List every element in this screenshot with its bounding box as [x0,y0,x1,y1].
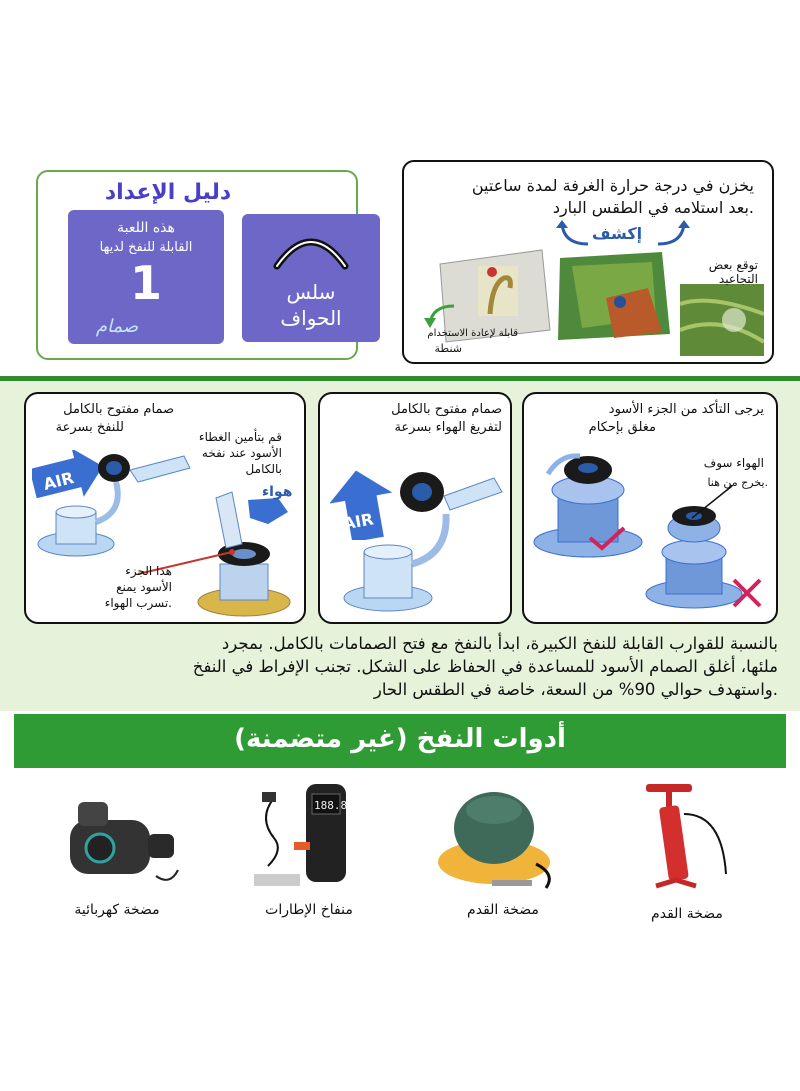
valve-tile-line1: هذه اللعبة [117,220,175,236]
wrinkles-line1: توقع بعض [708,258,758,272]
folded-toy-image [552,248,674,348]
check-heading-line2: مغلق بإحكام [588,420,656,435]
inflator-display: 188.8 [314,799,348,812]
smooth-arc-icon [271,226,351,270]
air-out-line2: .يخرج من هنا [707,476,768,489]
deflate-heading-line1: صمام مفتوح بالكامل [391,402,502,417]
tool-label-foot-2: مضخة القدم [651,906,723,922]
smooth-edges-tile [242,214,380,342]
valve-tile-line2: القابلة للنفخ لديها [99,240,193,255]
air-badge-left: AIR [41,468,76,494]
secure-line1: قم بتأمين الغطاء [198,430,282,444]
tools-title: أدوات النفخ (غير متضمنة) [234,724,566,754]
air-out-line1: الهواء سوف [703,456,764,470]
valve-count-tile [68,210,224,344]
tool-label-tire: منفاخ الإطارات [265,902,353,918]
tire-inflator-image [244,778,364,892]
deflate-heading-line2: لتفريغ الهواء بسرعة [394,420,502,435]
air-badge-middle: AIR [341,509,375,534]
setup-guide-panel [36,170,358,360]
edges-line1: سلس [286,280,336,304]
step-panel-check [522,392,778,624]
leak-pointer-icon [674,484,734,524]
inflate-heading-line1: صمام مفتوح بالكامل [63,402,174,417]
foot-pump-image [432,780,562,892]
tools-banner [14,714,786,768]
reveal-label: إكشف [592,224,643,243]
storage-panel [402,160,774,364]
hand-pump-image [626,774,746,902]
check-heading-line1: يرجى التأكد من الجزء الأسود [608,402,764,417]
bag-line2: شنطة [434,342,462,355]
step-panel-deflate [318,392,512,624]
reveal-arrow-right-icon [652,220,692,250]
step-panel-inflate [24,392,306,624]
storage-note-line2: .بعد استلامه في الطقس البارد [552,198,754,217]
check-mark-icon [586,524,626,552]
wrinkles-line2: التجاعيد [718,272,758,286]
open-valve-illustration [34,442,204,562]
deflate-valve-illustration [338,444,508,614]
valve-count-number: 1 [129,256,162,310]
setup-guide-title: دليل الإعداد [104,180,232,205]
secure-line2: الأسود عند نفخه [201,446,282,460]
storage-note-line1: يخزن في درجة حرارة الغرفة لمدة ساعتين [471,176,754,195]
inflate-heading-line2: للنفخ بسرعة [55,420,124,435]
secure-line3: بالكامل [245,462,282,476]
tool-label-foot-1: مضخة القدم [467,902,539,918]
block-line3: .تسرب الهواء [104,596,172,610]
wrinkles-closeup-image [680,284,764,356]
air-arabic-label: هواء [262,484,293,500]
edges-line2: الحواف [280,306,342,330]
green-arrow-icon [418,302,458,328]
electric-pump-image [60,790,180,890]
paragraph-line1: بالنسبة للقوارب القابلة للنفخ الكبيرة، ابدأ بالنفخ مع فتح الصمامات بالكامل. بمجرد [221,634,778,653]
reveal-arrow-left-icon [554,220,594,250]
block-line2: الأسود يمنع [116,580,172,594]
cross-mark-icon [730,576,764,610]
tool-label-electric: مضخة كهربائية [74,902,160,918]
block-line1: هذا الجزء [125,564,172,578]
valve-caption: صمام [95,316,139,337]
paragraph-line3: .واستهدف حوالي 90% من السعة، خاصة في الطقس الحار [373,680,778,699]
bag-line1: قابلة لإعادة الاستخدام [427,328,518,339]
paragraph-line2: ملئها، أغلق الصمام الأسود للمساعدة في الحفاظ على الشكل. تجنب الإفراط في النفخ [192,657,778,676]
